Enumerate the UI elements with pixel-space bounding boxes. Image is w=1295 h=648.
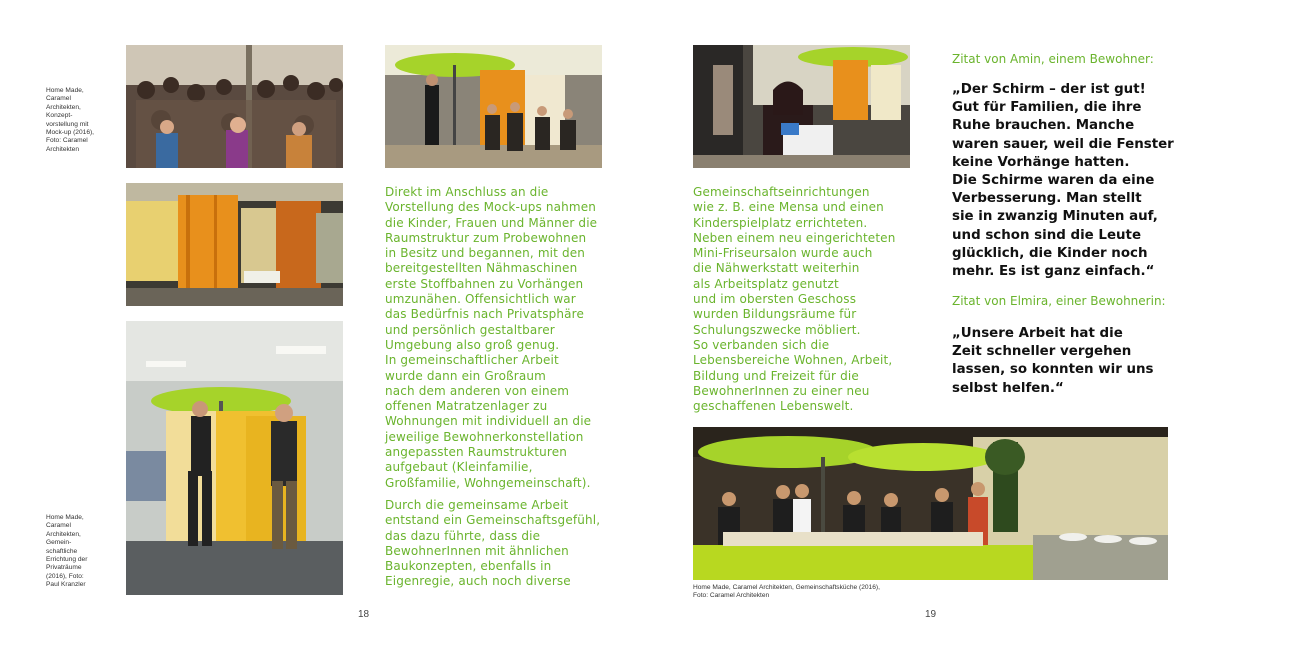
page-number-right: 19 xyxy=(925,609,937,620)
photo-building-curtains xyxy=(126,321,343,595)
photo-community-kitchen xyxy=(693,427,1168,580)
body-paragraph-3: Gemeinschaftseinrichtungen wie z. B. eine Mensa und einen Kinderspielplatz errichteten. Neben einem neu eingerichteten Mini-Friseursalon wurde auch die Nähwerkstatt weiterhin als Arbeitsplatz genutzt und im obersten Geschoss wurden Bildungsräume für Schulungszwecke möbliert. So verbanden sich die Lebensbereiche Wohnen, Arbeit, Bildung und Freizeit für die BewohnerInnen zu einer neu geschaffenen Lebenswelt. xyxy=(693,185,896,414)
photo-caption-building: Home Made, Caramel Architekten, Gemein- schaftliche Errichtung der Privaträume (2016), Foto: Paul Kranzler xyxy=(46,514,88,589)
body-paragraph-2: Durch die gemeinsame Arbeit entstand ein Gemeinschaftsgefühl, das dazu führte, dass die BewohnerInnen mit ähnlichen Baukonzepten, ebenfalls in Eigenregie, auch noch diverse xyxy=(385,497,601,589)
photo-curtain-rooms xyxy=(126,183,343,306)
quote-amin: „Der Schirm – der ist gut! Gut für Familien, die ihre Ruhe brauchen. Manche waren sauer, weil die Fenster keine Vorhänge hatten. Die Schirme waren da eine Verbesserung. Man stellt sie in zwanzig Minuten auf, und schon sind die Leute glücklich, die Kinder noch mehr. Es ist ganz einfach.“ xyxy=(952,82,1174,280)
photo-sewing-woman xyxy=(693,45,910,168)
photo-crowd-presentation xyxy=(126,45,343,168)
body-paragraph-1: Direkt im Anschluss an die Vorstellung des Mock-ups nahmen die Kinder, Frauen und Männer die Raumstruktur zum Probewohnen in Besitz und begannen, mit den bereitgestellten Nähmaschinen erste Stoffbahnen zu Vorhängen umzunähen. Offensichtlich war das Bedürfnis nach Privatsphäre und persönlich gestaltbarer Umgebung also groß genug. In gemeinschaftlicher Arbeit wurde dann ein Großraum nach dem anderen von einem offenen Matratzenlager zu Wohnungen mit individuell an die jeweilige Bewohnerkonstellation angepassten Raumstrukturen aufgebaut (Kleinfamilie, Großfamilie, Wohngemeinschaft). xyxy=(385,185,598,490)
right-body-text xyxy=(693,185,933,421)
quote-label-elmira: Zitat von Elmira, einer Bewohnerin: xyxy=(952,294,1166,308)
page-number-left: 18 xyxy=(358,609,370,620)
photo-caption-kitchen: Home Made, Caramel Architekten, Gemeinschaftsküche (2016), Foto: Caramel Architekten xyxy=(693,584,880,600)
photo-umbrella-seating xyxy=(385,45,602,168)
quote-elmira: „Unsere Arbeit hat die Zeit schneller vergehen lassen, so konnten wir uns selbst helfen.“ xyxy=(952,326,1154,396)
left-body-text xyxy=(385,185,625,597)
quote-label-amin: Zitat von Amin, einem Bewohner: xyxy=(952,52,1154,66)
photo-caption-concept: Home Made, Caramel Architekten, Konzept- vorstellung mit Mock-up (2016), Foto: Caramel Architekten xyxy=(46,87,95,153)
